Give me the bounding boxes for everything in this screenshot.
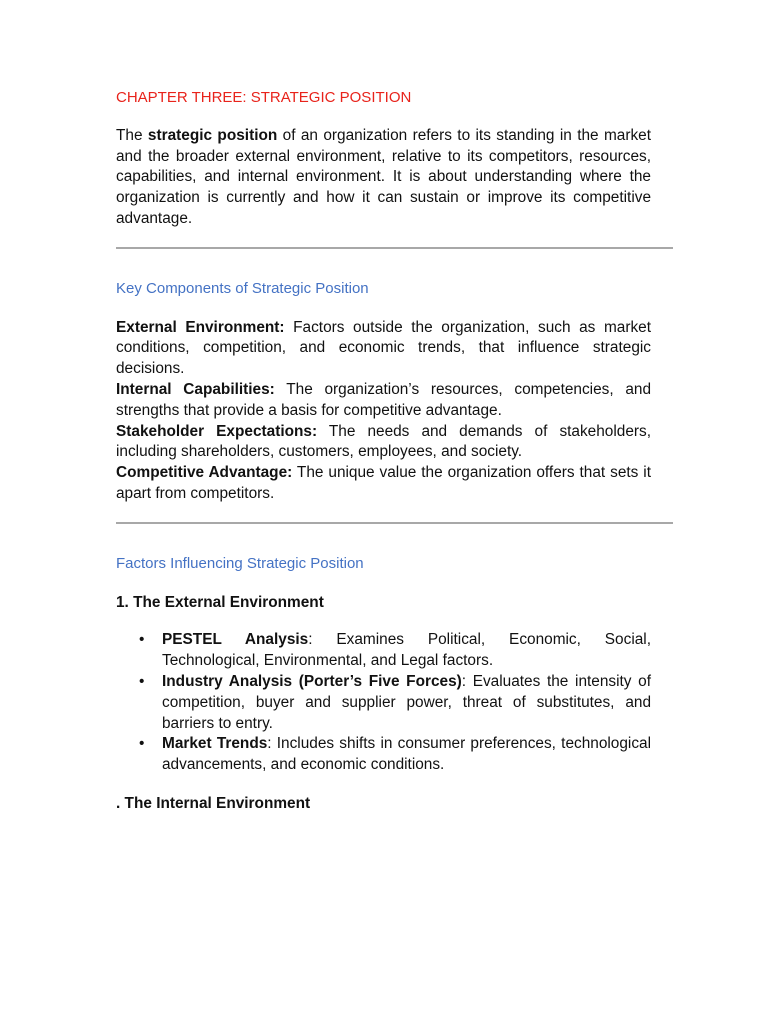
key-components-list — [116, 318, 651, 505]
component-item — [116, 318, 651, 380]
bullet-text: : Examines Political, Economic, Social, Technological, Environmental, and Legal factors. — [162, 631, 651, 670]
bullet-text: : Includes shifts in consumer preferences, technological advancements, and economic conditions. — [162, 735, 652, 774]
subsection-title-internal: . The Internal Environment — [116, 794, 311, 812]
chapter-title: CHAPTER THREE: STRATEGIC POSITION — [116, 89, 412, 106]
list-item — [116, 734, 651, 776]
list-item — [116, 630, 651, 672]
intro-after: of an organization refers to its standing in the market and the broader external environment, relative to its competitors, resources, capabilities, and internal environment. It is about understanding where the organization is currently and how it can sustain or improve its competitive advantage. — [116, 126, 652, 227]
section-title-factors: Factors Influencing Strategic Position — [116, 554, 364, 572]
document-page — [116, 88, 651, 815]
section-divider — [116, 247, 673, 249]
bullet-text: : Evaluates the intensity of competition, buyer and supplier power, threat of substitutes, and barriers to entry. — [162, 672, 651, 732]
bullet-term: Market Trends — [162, 735, 268, 753]
intro-bold-term: strategic position — [147, 126, 278, 144]
component-item — [116, 463, 651, 505]
component-item — [116, 422, 651, 464]
section-divider — [116, 522, 673, 524]
component-term: Stakeholder Expectations: — [116, 422, 318, 440]
bullet-icon: • — [139, 631, 145, 649]
component-text: The organization’s resources, competencies, and strengths that provide a basis for competitive advantage. — [116, 380, 652, 419]
component-item — [116, 380, 651, 422]
component-text: The unique value the organization offers that sets it apart from competitors. — [116, 464, 651, 502]
component-term: Internal Capabilities: — [116, 380, 275, 398]
bullet-icon: • — [139, 672, 145, 690]
component-text: Factors outside the organization, such as market conditions, competition, and economic trends, that influence strategic decisions. — [116, 318, 651, 378]
external-factors-list — [116, 630, 651, 776]
section-title-key-components: Key Components of Strategic Position — [116, 279, 369, 297]
bullet-icon: • — [139, 735, 145, 753]
bullet-term: PESTEL Analysis — [162, 631, 309, 649]
intro-before: The — [116, 126, 148, 144]
component-term: Competitive Advantage: — [116, 464, 293, 482]
intro-paragraph — [116, 126, 651, 230]
component-term: External Environment: — [116, 318, 285, 336]
component-text: The needs and demands of stakeholders, including shareholders, customers, employees, and society. — [116, 422, 651, 461]
subsection-title-external: 1. The External Environment — [116, 593, 324, 611]
list-item — [116, 672, 651, 734]
bullet-term: Industry Analysis (Porter’s Five Forces) — [162, 672, 462, 690]
